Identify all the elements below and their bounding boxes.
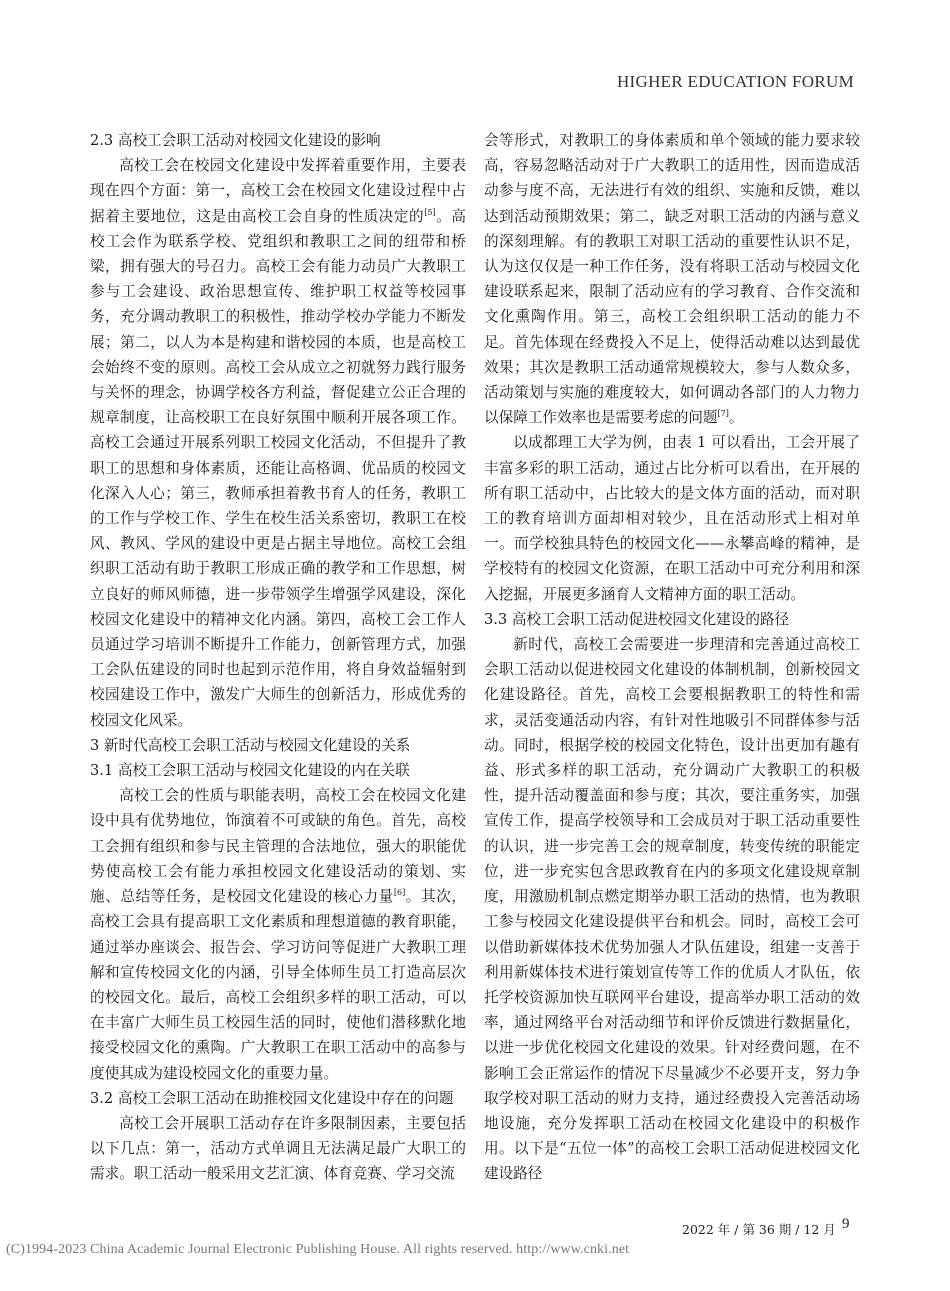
copyright-notice: (C)1994-2023 China Academic Journal Electronic Publishing House. All rights reserved. http://www.cnki.net [6, 1242, 630, 1257]
paragraph: 新时代，高校工会需要进一步理清和完善通过高校工会职工活动以促进校园文化建设的体制机制，创新校园文化建设路径。首先，高校工会要根据教职工的特性和需求，灵活变通活动内容，有针对性地吸引不同群体参与活动。同时，根据学校的校园文化特色，设计出更加有趣有益、形式多样的职工活动，充分调动广大教职工的积极性，提升活动覆盖面和参与度；其次，要注重务实，加强宣传工作，提高学校领导和工会成员对于职工活动重要性的认识，进一步完善工会的规章制度，转变传统的职能定位，进一步充实包含思政教育在内的多项文化建设规章制度，用激励机制点燃定期举办职工活动的热情，也为教职工参与校园文化建设提供平台和机会。同时，高校工会可以借助新媒体技术优势加强人才队伍建设，组建一支善于利用新媒体技术进行策划宣传等工作的优质人才队伍，依托学校资源加快互联网平台建设，提高举办职工活动的效率，通过网络平台对活动细节和评价反馈进行数据量化，以进一步优化校园文化建设的效果。针对经费问题，在不影响工会正常运作的情况下尽量减少不必要开支，努力争取学校对职工活动的财力支持，通过经费投入完善活动场地设施，充分发挥职工活动在校园文化建设中的积极作用。以下是“五位一体”的高校工会职工活动促进校园文化建设路径 [484, 636, 860, 1183]
right-column [484, 128, 860, 1187]
citation[interactable]: [6] [393, 888, 406, 898]
citation[interactable]: [7] [717, 409, 729, 419]
paragraph: 高校工会在校园文化建设中发挥着重要作用，主要表现在四个方面：第一，高校工会在校园文化建设过程中占据着主要地位，这是由高校工会自身的性质决定的[5]。高校工会作为联系学校、党组织和教职工之间的纽带和桥梁，拥有强大的号召力。高校工会有能力动员广大教职工参与工会建设、政治思想宣传、维护职工权益等校园事务，充分调动教职工的积极性，推动学校办学能力不断发展；第二，以人为本是构建和谐校园的本质，也是高校工会始终不变的原则。高校工会从成立之初就努力践行服务与关怀的理念，协调学校各方利益，督促建立公正合理的规章制度，让高校职工在良好氛围中顺利开展各项工作。高校工会通过开展系列职工校园文化活动，不但提升了教职工的思想和身体素质，还能让高格调、优品质的校园文化深入人心；第三，教师承担着教书育人的任务，教职工的工作与学校工作、学生在校生活关系密切，教职工在校风、教风、学风的建设中更是占据主导地位。高校工会组织职工活动有助于教职工形成正确的教学和工作思想，树立良好的师风师德，进一步带领学生增强学风建设，深化校园文化建设中的精神文化内涵。第四，高校工会工作人员通过学习培训不断提升工作能力，创新管理方式，加强工会队伍建设的同时也起到示范作用，将自身效益辐射到校园建设工作中，激发广大师生的创新活力，形成优秀的校园文化风采。 [90, 157, 466, 729]
paragraph: 以成都理工大学为例，由表 1 可以看出，工会开展了丰富多彩的职工活动，通过占比分析可以看出，在开展的所有职工活动中，占比较大的是文体方面的活动，而对职工的教育培训方面却相对较少，且在活动形式上相对单一。而学校独具特色的校园文化——永攀高峰的精神，是学校特有的校园文化资源，在职工活动中可充分利用和深入挖掘，开展更多涵育人文精神方面的职工活动。 [484, 434, 860, 603]
citation[interactable]: [5] [424, 207, 436, 217]
issue-date: 2022 年 / 第 36 期 / 12 月 [682, 1222, 836, 1237]
section-3-2-heading: 3.2 高校工会职工活动在助推校园文化建设中存在的问题 [90, 1089, 454, 1107]
section-3-heading: 3 新时代高校工会职工活动与校园文化建设的关系 [90, 736, 411, 754]
journal-header: HIGHER EDUCATION FORUM [616, 72, 854, 91]
section-3-1-heading: 3.1 高校工会职工活动与校园文化建设的内在关联 [90, 762, 410, 780]
paragraph-continued: 会等形式，对教职工的身体素质和单个领域的能力要求较高，容易忽略活动对于广大教职工的适用性，因而造成活动参与度不高，无法进行有效的组织、实施和反馈，难以达到活动预期效果；第二，缺乏对职工活动的内涵与意义的深刻理解。有的教职工对职工活动的重要性认识不足，认为这仅仅是一种工作任务，没有将职工活动与校园文化建设联系起来，限制了活动应有的学习教育、合作交流和文化熏陶作用。第三，高校工会组织职工活动的能力不足。首先体现在经费投入不足上，使得活动难以达到最优效果；其次是教职工活动通常规模较大，参与人数众多，活动策划与实施的难度较大，如何调动各部门的人力物力以保障工作效率也是需要考虑的问题[7]。 [484, 132, 860, 427]
left-column [90, 128, 466, 1187]
paragraph: 高校工会的性质与职能表明，高校工会在校园文化建设中具有优势地位，饰演着不可或缺的角色。首先，高校工会拥有组织和参与民主管理的合法地位，强大的职能优势使高校工会有能力承担校园文化建设活动的策划、实施、总结等任务，是校园文化建设的核心力量[6]。其次，高校工会具有提高职工文化素质和理想道德的教育职能，通过举办座谈会、报告会、学习访问等促进广大教职工理解和宣传校园文化的内涵，引导全体师生员工打造高层次的校园文化。最后，高校工会组织多样的职工活动，可以在丰富广大师生员工校园生活的同时，使他们潜移默化地接受校园文化的熏陶。广大教职工在职工活动中的高参与度使其成为建设校园文化的重要力量。 [90, 787, 466, 1082]
section-3-3-heading: 3.3 高校工会职工活动促进校园文化建设的路径 [484, 610, 790, 628]
paragraph: 高校工会开展职工活动存在许多限制因素，主要包括以下几点：第一，活动方式单调且无法满足最广大职工的需求。职工活动一般采用文艺汇演、体育竞赛、学习交流 [90, 1114, 466, 1183]
section-2-3-heading: 2.3 高校工会职工活动对校园文化建设的影响 [90, 132, 381, 149]
page-number: 9 [842, 1216, 850, 1232]
